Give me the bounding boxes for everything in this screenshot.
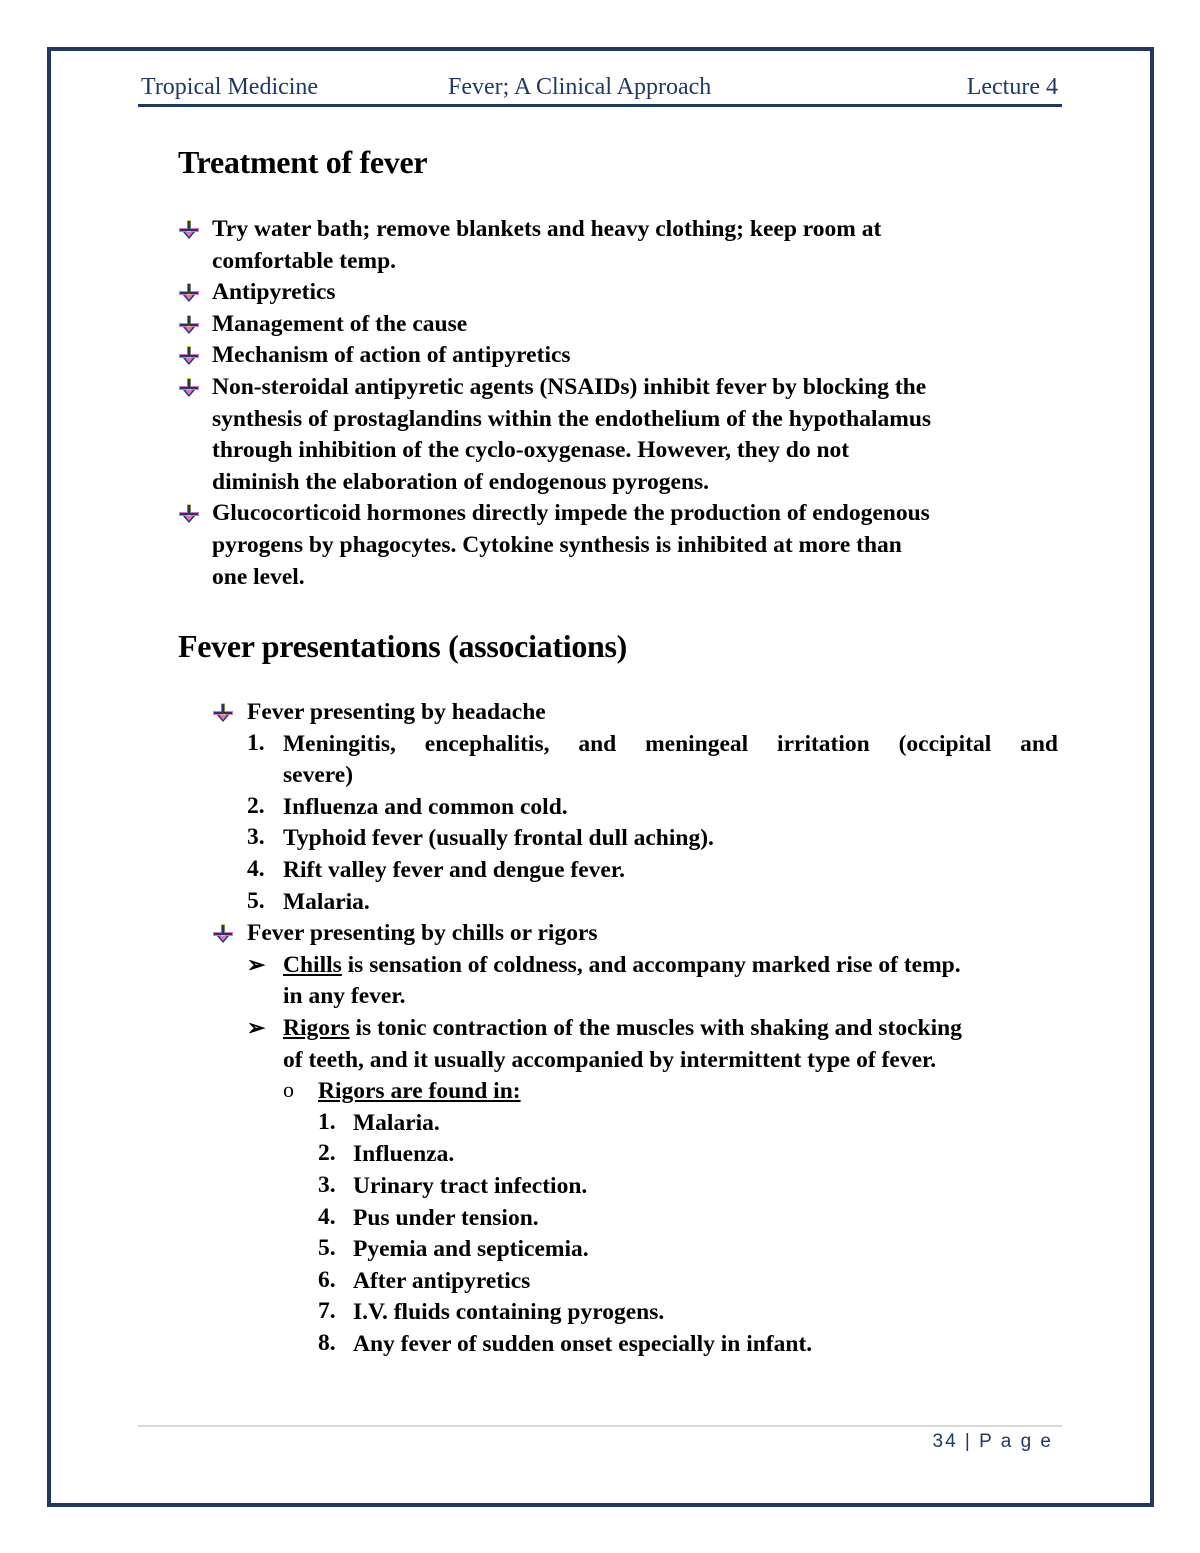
list-number: 2. bbox=[247, 792, 265, 819]
rigors-cause-item: Any fever of sudden onset especially in infant. bbox=[353, 1331, 813, 1357]
list-number: 6. bbox=[318, 1266, 336, 1293]
list-number: 1. bbox=[318, 1108, 336, 1135]
list-number: 3. bbox=[247, 824, 265, 851]
header-course: Tropical Medicine bbox=[141, 74, 319, 100]
rigors-cause-item: Pyemia and septicemia. bbox=[353, 1236, 589, 1263]
list-number: 8. bbox=[318, 1330, 336, 1356]
down-arrow-bullet-icon bbox=[210, 923, 236, 945]
chevron-right-icon: ➢ bbox=[247, 951, 266, 977]
subheading-headache: Fever presenting by headache bbox=[247, 699, 546, 725]
headache-cause-item: severe) bbox=[283, 762, 354, 789]
circle-bullet-icon: o bbox=[283, 1077, 294, 1103]
rigors-cause-item: Influenza. bbox=[353, 1141, 455, 1168]
list-number: 5. bbox=[318, 1235, 336, 1262]
rigors-cause-item: After antipyretics bbox=[353, 1267, 531, 1294]
header-lecture: Lecture 4 bbox=[966, 74, 1058, 100]
treatment-item-text: through inhibition of the cyclo-oxygenase. However, they do not bbox=[212, 437, 850, 464]
page-number: 34 | P a g e bbox=[932, 1431, 1053, 1452]
rigors-definition bbox=[283, 1013, 962, 1045]
treatment-item-text: Try water bath; remove blankets and heavy clothing; keep room at bbox=[212, 216, 882, 242]
rigors-found-in-heading: Rigors are found in: bbox=[318, 1078, 521, 1105]
list-number: 4. bbox=[318, 1203, 336, 1230]
section-title-treatment: Treatment of fever bbox=[178, 144, 428, 180]
chills-definition-cont: in any fever. bbox=[283, 983, 406, 1010]
treatment-item-text: Antipyretics bbox=[212, 279, 336, 306]
rigors-cause-item: I.V. fluids containing pyrogens. bbox=[353, 1299, 665, 1326]
down-arrow-bullet-icon bbox=[176, 377, 202, 399]
treatment-item-text: Non-steroidal antipyretic agents (NSAIDs) inhibit fever by blocking the bbox=[212, 374, 927, 400]
treatment-item-text: Glucocorticoid hormones directly impede the production of endogenous bbox=[212, 500, 930, 527]
down-arrow-bullet-icon bbox=[176, 503, 202, 525]
list-number: 5. bbox=[247, 887, 265, 914]
section-title-presentations: Fever presentations (associations) bbox=[178, 628, 628, 664]
treatment-item-text: one level. bbox=[212, 563, 305, 590]
list-number: 4. bbox=[247, 856, 265, 882]
treatment-item-text: comfortable temp. bbox=[212, 247, 397, 274]
down-arrow-bullet-icon bbox=[210, 702, 236, 724]
down-arrow-bullet-icon bbox=[176, 219, 202, 241]
rigors-cause-item: Urinary tract infection. bbox=[353, 1173, 588, 1199]
footer-divider bbox=[138, 1425, 1062, 1427]
header-title: Fever; A Clinical Approach bbox=[448, 74, 712, 100]
treatment-item-text: pyrogens by phagocytes. Cytokine synthesis is inhibited at more than bbox=[212, 532, 902, 558]
headache-cause-item: Meningitis, encephalitis, and meningeal irritation (occipital and bbox=[283, 730, 1058, 757]
chills-definition-term: Chills bbox=[283, 951, 342, 978]
headache-cause-item: Influenza and common cold. bbox=[283, 793, 568, 820]
list-number: 3. bbox=[318, 1172, 336, 1198]
down-arrow-bullet-icon bbox=[176, 314, 202, 336]
headache-cause-item: Malaria. bbox=[283, 888, 370, 915]
chills-definition bbox=[283, 950, 961, 982]
rigors-definition-cont: of teeth, and it usually accompanied by intermittent type of fever. bbox=[283, 1046, 937, 1073]
list-number: 1. bbox=[247, 729, 265, 756]
down-arrow-bullet-icon bbox=[176, 345, 202, 367]
headache-cause-item: Rift valley fever and dengue fever. bbox=[283, 857, 626, 883]
chevron-right-icon: ➢ bbox=[247, 1015, 266, 1040]
subheading-chills-rigors: Fever presenting by chills or rigors bbox=[247, 920, 598, 947]
rigors-definition-term: Rigors bbox=[283, 1015, 350, 1041]
rigors-cause-item: Malaria. bbox=[353, 1109, 440, 1136]
chills-definition-definition: is sensation of coldness, and accompany marked rise of temp. bbox=[341, 951, 961, 978]
rigors-cause-item: Pus under tension. bbox=[353, 1204, 539, 1231]
treatment-item-text: diminish the elaboration of endogenous pyrogens. bbox=[212, 468, 710, 495]
treatment-item-text: Management of the cause bbox=[212, 310, 468, 337]
page-header bbox=[138, 72, 1062, 107]
treatment-item-text: synthesis of prostaglandins within the endothelium of the hypothalamus bbox=[212, 405, 932, 432]
down-arrow-bullet-icon bbox=[176, 282, 202, 304]
rigors-definition-definition: is tonic contraction of the muscles with shaking and stocking bbox=[349, 1015, 962, 1041]
treatment-item-text: Mechanism of action of antipyretics bbox=[212, 342, 571, 369]
list-number: 7. bbox=[318, 1298, 336, 1325]
headache-cause-item: Typhoid fever (usually frontal dull aching). bbox=[283, 825, 714, 852]
list-number: 2. bbox=[318, 1140, 336, 1167]
